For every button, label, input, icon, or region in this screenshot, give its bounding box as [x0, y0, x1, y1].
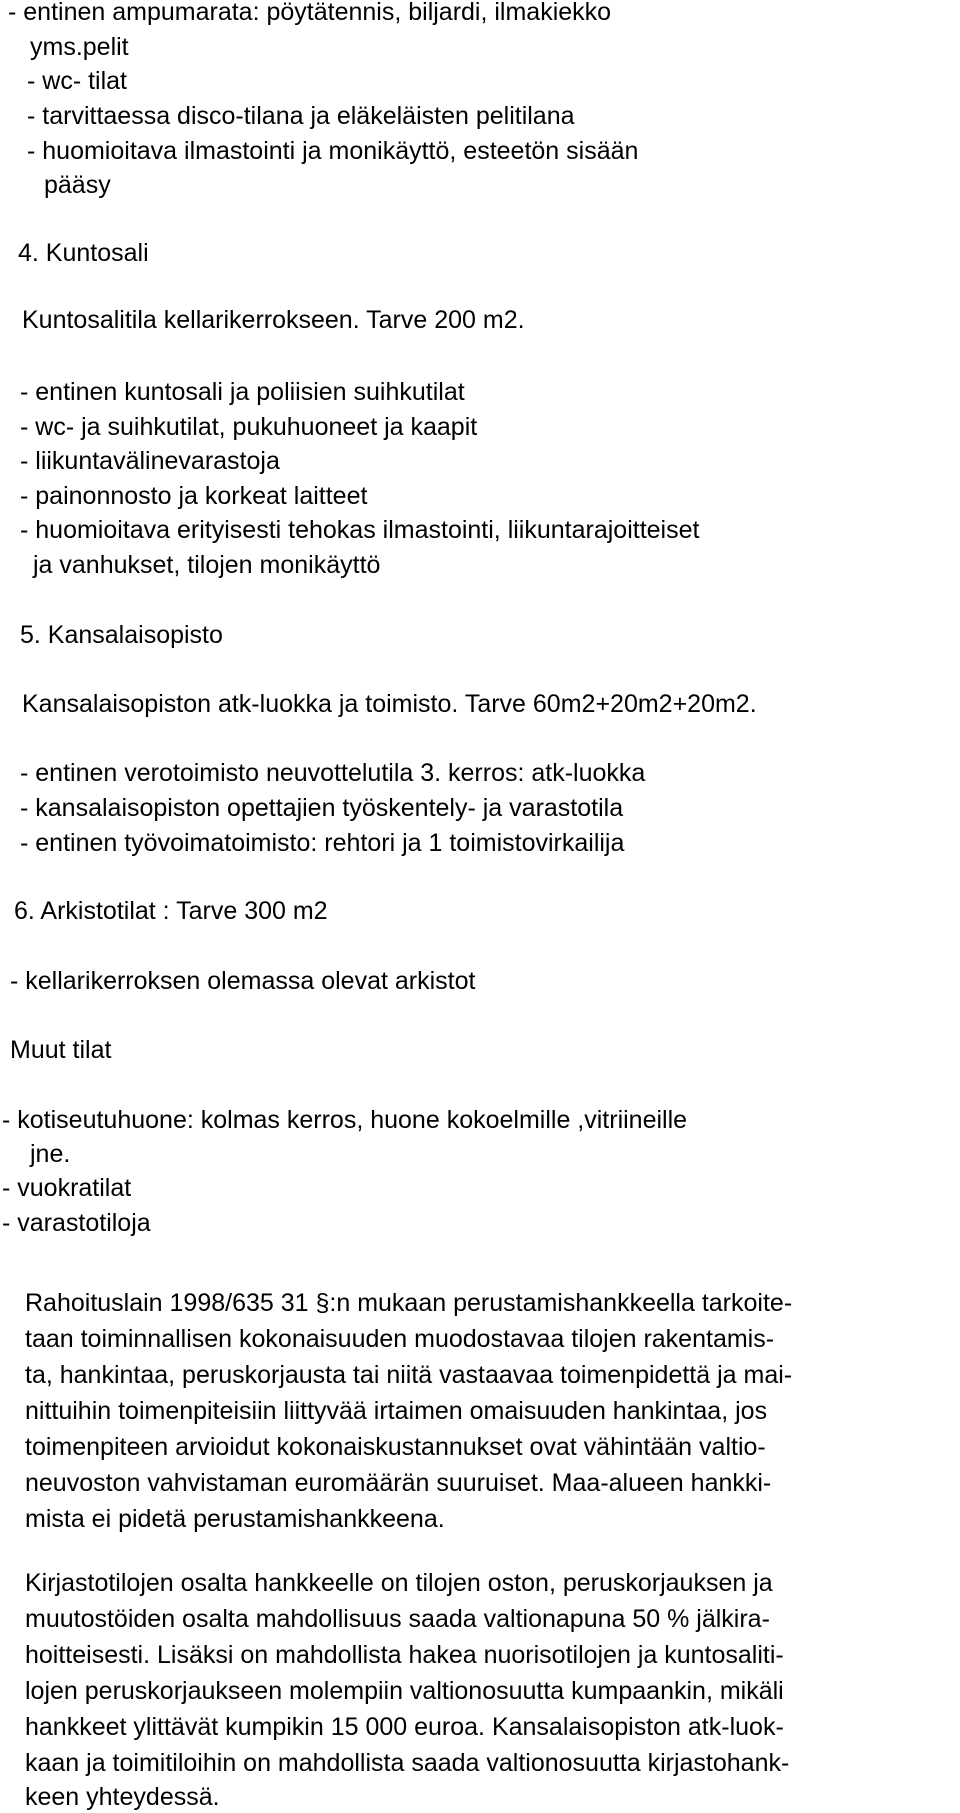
other-line-1: - kotiseutuhuone: kolmas kerros, huone kokoelmille ,vitriineille: [2, 1106, 688, 1134]
s6-line-1: - kellarikerroksen olemassa olevat arkistot: [10, 967, 476, 995]
s4-line-3: - liikuntavälinevarastoja: [20, 447, 280, 475]
para1-line-2: taan toiminnallisen kokonaisuuden muodostavaa tilojen rakentamis-: [25, 1325, 775, 1353]
para1-line-5: toimenpiteen arvioidut kokonaiskustannukset ovat vähintään valtio-: [25, 1433, 766, 1461]
para1-line-7: mista ei pidetä perustamishankkeena.: [25, 1505, 445, 1533]
s5-line-2: - kansalaisopiston opettajien työskentely- ja varastotila: [20, 794, 624, 822]
s5-heading: 5. Kansalaisopisto: [20, 621, 223, 649]
para1-line-6: neuvoston vahvistaman euromäärän suuruiset. Maa-alueen hankki-: [25, 1469, 772, 1497]
para2-line-7: keen yhteydessä.: [25, 1783, 220, 1811]
other-line-2: jne.: [30, 1140, 71, 1168]
s4-intro: Kuntosalitila kellarikerrokseen. Tarve 200 m2.: [22, 306, 525, 334]
s4-line-4: - painonnosto ja korkeat laitteet: [20, 482, 368, 510]
s3-line-3: - wc- tilat: [27, 67, 127, 95]
s4-line-5: - huomioitava erityisesti tehokas ilmastointi, liikuntarajoitteiset: [20, 516, 700, 544]
s4-line-2: - wc- ja suihkutilat, pukuhuoneet ja kaapit: [20, 413, 478, 441]
para2-line-4: lojen peruskorjaukseen molempiin valtionosuutta kumpaankin, mikäli: [25, 1677, 784, 1705]
s5-intro: Kansalaisopiston atk-luokka ja toimisto. Tarve 60m2+20m2+20m2.: [22, 690, 757, 718]
s3-line-4: - tarvittaessa disco-tilana ja eläkeläisten pelitilana: [27, 102, 575, 130]
para1-line-3: ta, hankintaa, peruskorjausta tai niitä vastaavaa toimenpidettä ja mai-: [25, 1361, 793, 1389]
s4-line-1: - entinen kuntosali ja poliisien suihkutilat: [20, 378, 465, 406]
s3-line-6: pääsy: [44, 171, 111, 199]
s3-line-5: - huomioitava ilmastointi ja monikäyttö, esteetön sisään: [27, 137, 639, 165]
para2-line-3: hoitteisesti. Lisäksi on mahdollista hakea nuorisotilojen ja kuntosaliti-: [25, 1641, 784, 1669]
s6-heading: 6. Arkistotilat : Tarve 300 m2: [14, 897, 328, 925]
other-line-3: - vuokratilat: [2, 1174, 132, 1202]
s4-heading: 4. Kuntosali: [18, 239, 149, 267]
para2-line-6: kaan ja toimitiloihin on mahdollista saada valtionosuutta kirjastohank-: [25, 1749, 790, 1777]
para2-line-5: hankkeet ylittävät kumpikin 15 000 euroa. Kansalaisopiston atk-luok-: [25, 1713, 784, 1741]
para1-line-4: nittuihin toimenpiteisiin liittyvää irtaimen omaisuuden hankintaa, jos: [25, 1397, 768, 1425]
other-line-4: - varastotiloja: [2, 1209, 151, 1237]
para2-line-1: Kirjastotilojen osalta hankkeelle on tilojen oston, peruskorjauksen ja: [25, 1569, 773, 1597]
s4-line-6: ja vanhukset, tilojen monikäyttö: [33, 551, 381, 579]
para1-line-1: Rahoituslain 1998/635 31 §:n mukaan perustamishankkeella tarkoite-: [25, 1289, 793, 1317]
s5-line-3: - entinen työvoimatoimisto: rehtori ja 1 toimistovirkailija: [20, 829, 625, 857]
para2-line-2: muutostöiden osalta mahdollisuus saada valtionapuna 50 % jälkira-: [25, 1605, 770, 1633]
s3-line-2: yms.pelit: [30, 33, 129, 61]
s5-line-1: - entinen verotoimisto neuvottelutila 3. kerros: atk-luokka: [20, 759, 646, 787]
other-heading: Muut tilat: [10, 1036, 112, 1064]
s3-line-1: - entinen ampumarata: pöytätennis, biljardi, ilmakiekko: [8, 0, 612, 26]
